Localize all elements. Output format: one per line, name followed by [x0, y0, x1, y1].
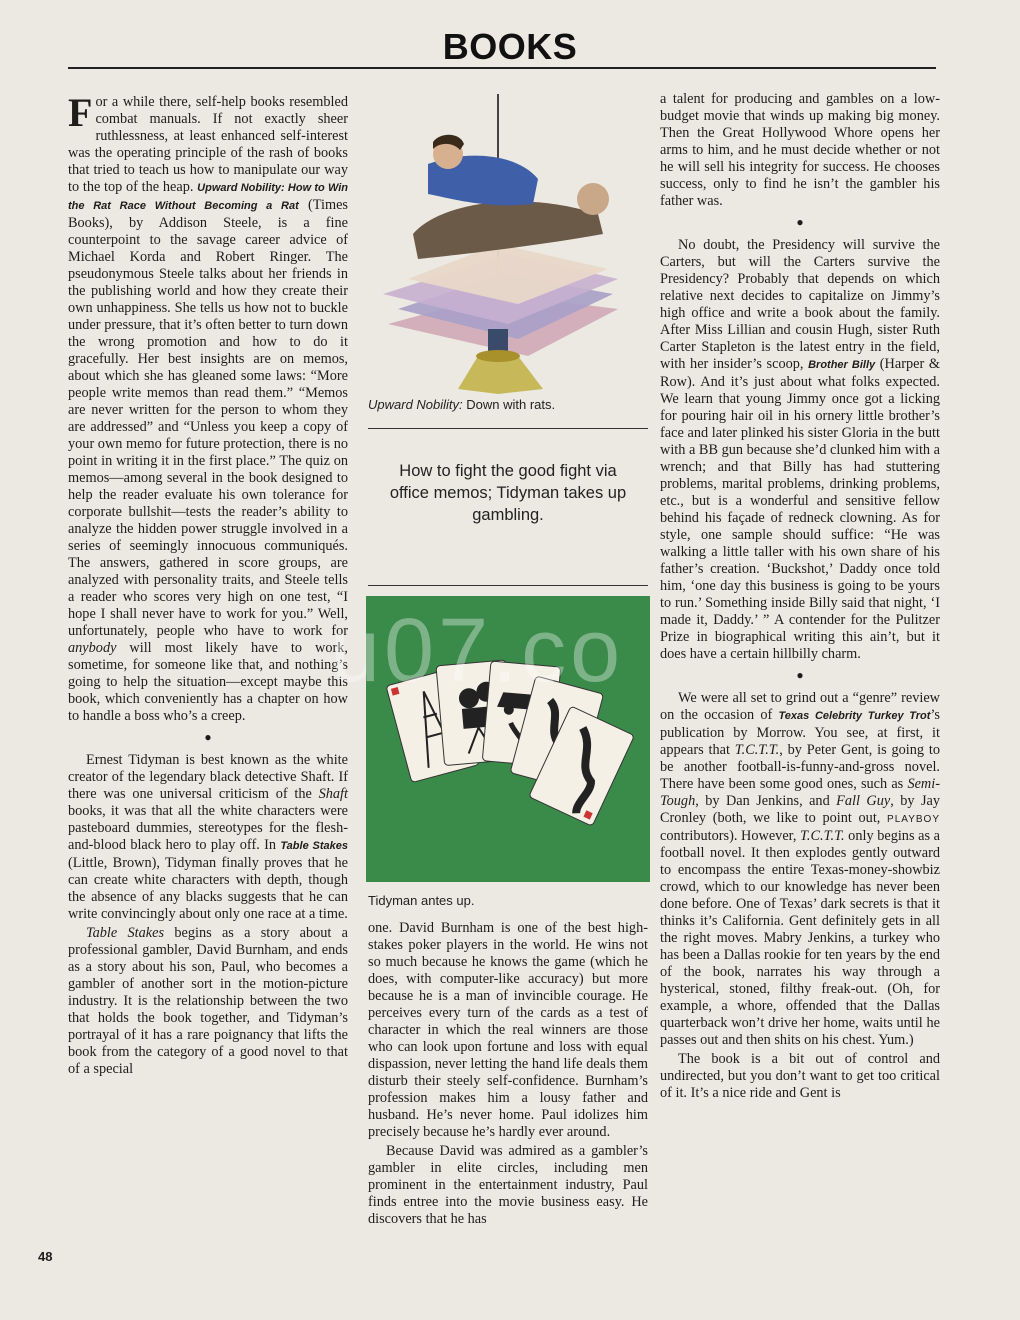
section-title: BOOKS [442, 26, 578, 67]
watermark: u07.co [330, 601, 625, 701]
section-bullet: ● [796, 668, 804, 682]
section-bullet: ● [796, 215, 804, 229]
column-middle [368, 920, 648, 1228]
column-left [68, 90, 349, 1078]
paragraph-book-ride: The book is a bit out of control and undirected, but you don’t want to get too critical of it. It’s a nice ride and Gent is [660, 1051, 940, 1101]
pullquote-rule-top [368, 428, 648, 429]
header-rule [68, 67, 936, 69]
paragraph-tctt: We were all set to grind out a “genre” review on the occasion of Texas Celebrity Turkey Trot’s publication by Morrow. You see, at first, it appears that T.C.T.T., by Peter Gent, is going to be another football-is-funny-and-gross novel. There have been some good ones, such as Semi-Tough, by Dan Jenkins, and Fall Guy, by Jay Cronley (both, we like to point out, PLAYBOY contributors). However, T.C.T.T. only begins as a football novel. It then explodes gently outward to encompass the entire Texas-money-showbiz crowd, which to our knowledge has never been done before. One of Texas’ dark secrets is that it thinks it’s California. Gent definitely gets in all the right moves. Mabry Jenkins, a turkey who has been a Dallas rookie for ten years by the end of the book, narrates his way through a hysterical, stoned, filthy freak-out. (Oh, for example, a whore, offended that the Dallas quarterback won’t drive her home, waits until he passes out and then shits on his chest. Yum.) [660, 690, 941, 1048]
paragraph-talent: a talent for producing and gambles on a low-budget movie that winds up making big money. Then the Great Hollywood Whore opens her arms to him, and he must decide whether or not he will sell his integrity for success. He chooses success, only to find he isn’t the gambler his father was. [660, 91, 940, 209]
paragraph-burnham: one. David Burnham is one of the best high-stakes poker players in the world. He wins not so much because he knows the game (which he does, with computer-like accuracy) but more because he is a man of invincible courage. He perceives every turn of the cards as a test of character in which the real winners are those who can look upon fortune and loss with equal dispassion, never letting the hand life deals them disturb their steely self-confidence. Burnham’s profession makes him a lousy father and husband. He’s never home. Paul idolizes him precisely because he’s hardly ever around. [368, 920, 648, 1140]
section-bullet: ● [204, 730, 212, 744]
page-number: 48 [38, 1249, 53, 1264]
paragraph-table-stakes: Table Stakes begins as a story about a professional gambler, David Burnham, and ends as a story about his son, Paul, who becomes a gambler of another sort in the motion-picture industry. It is the relationship between the two that holds the book together, and Tidyman’s portrayal of it has a rare poignancy that lifts the book from the category of a good novel to that of a special [68, 925, 348, 1077]
paragraph-paul: Because David was admired as a gambler’s gambler in elite circles, including men prominent in the entertainment industry, Paul finds entree into the movie business easy. He discovers that he has [368, 1143, 648, 1227]
caption-tidyman: Tidyman antes up. [368, 893, 475, 908]
column-right [660, 91, 940, 1102]
caption-upward-nobility: Upward Nobility: Down with rats. [368, 397, 556, 412]
pullquote: How to fight the good fight via office memos; Tidyman takes up gambling. [389, 462, 627, 524]
pullquote-rule-bottom [368, 585, 648, 586]
drop-cap: F [68, 90, 93, 135]
paragraph-carters: No doubt, the Presidency will survive the Carters, but will the Carters survive the Presidency? Probably that depends on which relative next decides to capitalize on Jimmy’s high office and write a book about the family. After Miss Lillian and cousin Hugh, sister Ruth Carter Stapleton is the latest entry in the field, with her insider’s scoop, Brother Billy (Harper & Row). And it’s just about what folks expected. We learn that young Jimmy once got a licking for pouring hair oil in his ornery little brother’s face and later plinked his sister Gloria in the butt with a BB gun because she’d clunked him with a wrench; and that Billy has had stuttering problems, marital problems, drinking problems, etc., but is a wonderful and sensitive fellow behind his façade of redneck clowning. As for style, one sample should suffice: “He was walking a little taller with his own share of his father’s creation. ‘Buckshot,’ Daddy once told him, ‘one day this business is going to be yours to run.’ Something inside Billy said that night, ‘I made it, Daddy.’ ” A contender for the Pulitzer Prize in biographical writing this ain’t, but it does have a certain hillbilly charm. [660, 237, 940, 662]
paragraph-self-help: For a while there, self-help books resembled combat manuals. If not exactly sheer ruthlessness, at least enhanced self-interest was the operating principle of the rash of books that tried to teach us how to manipulate our way to the top of the heap. Upward Nobility: How to Win the Rat Race Without Becoming a Rat (Times Books), by Addison Steele, is a fine counterpoint to the savage career advice of Michael Korda and Robert Ringer. The pseudonymous Steele talks about her friends in the publishing world and how they create their own unhappiness. She tells us how not to buckle under pressure, that it’s often better to turn down the wrong promotion and how to do it gracefully. Her best insights are on memos, about which she has gleaned some laws: “More people write memos than read them.” “Memos are never written for the person to whom they are addressed” and “Unless you keep a copy of your own memo for future protection, there is no point in writing it in the first place.” The quiz on memos—among several in the book designed to help the reader evaluate his own tolerance for corporate bullshit—tests the reader’s ability to analyze the hidden power struggle involved in a series of seemingly innocuous communiqués. The answers, gathered in score groups, are analyzed with personality traits, and Steele tells a reader who scores very high on one test, “I hope I shall never have to work for you.” Well, unfortunately, people who have to work for anybody will most likely have to work, sometime, for someone like that, and nothing’s going to help the situation—except maybe this book, which conveniently has a chapter on how to handle a boss who’s a creep. [68, 90, 349, 724]
paragraph-tidyman-intro: Ernest Tidyman is best known as the white creator of the legendary black detective Shaft. If there was one universal criticism of the Shaft books, it was that all the white characters were pasteboard dummies, stereotypes for the flesh-and-blood black hero to play off. In Table Stakes (Little, Brown), Tidyman finally proves that he can create white characters with depth, though the absence of any blacks suggests that he can write convincingly about only one race at a time. [68, 752, 348, 922]
illustration-upward-nobility [368, 94, 648, 394]
